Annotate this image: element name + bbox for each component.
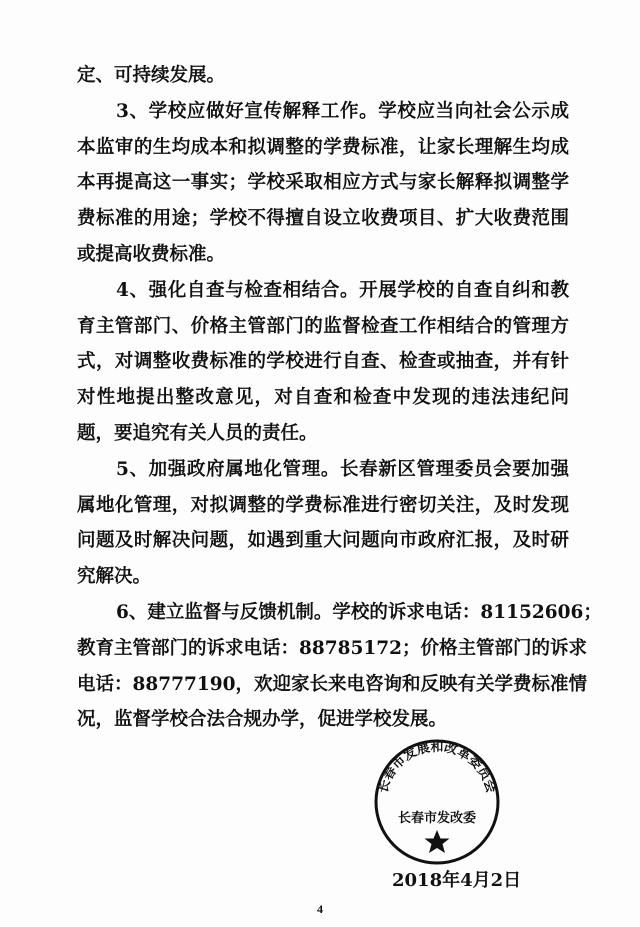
svg-text:长春市发展和改革委员会 bbox=[376, 739, 499, 795]
page-number: 4 bbox=[317, 902, 323, 916]
text-line: 教育主管部门的诉求电话：88785172；价格主管部门的诉求 bbox=[77, 637, 587, 659]
text-line: 对性地提出整改意见，对自查和检查中发现的违法违纪问 bbox=[77, 387, 569, 409]
text-line: 费标准的用途；学校不得擅自设立收费项目、扩大收费范围 bbox=[77, 208, 569, 230]
text-line: 究解决。 bbox=[77, 566, 152, 588]
text-line: 式，对调整收费标准的学校进行自查、检查或抽查，并有针 bbox=[77, 351, 569, 373]
text-line: 本监审的生均成本和拟调整的学费标准，让家长理解生均成 bbox=[77, 136, 569, 158]
text-line: 5、加强政府属地化管理。长春新区管理委员会要加强 bbox=[116, 458, 569, 480]
text-line: 6、建立监督与反馈机制。学校的诉求电话：81152606； bbox=[116, 602, 602, 623]
text-line: 电话：88777190，欢迎家长来电咨询和反映有关学费标准情 bbox=[77, 673, 587, 695]
document-date: 2018年4月2日 bbox=[392, 870, 522, 891]
seal-outer-text: 长春市发展和改革委员会 bbox=[375, 740, 499, 795]
text-line: 本再提高这一事实；学校采取相应方式与家长解释拟调整学 bbox=[77, 172, 569, 194]
seal-inner-text: 长春市发改委 bbox=[397, 811, 477, 826]
text-line: 育主管部门、价格主管部门的监督检查工作相结合的管理方 bbox=[77, 315, 569, 337]
text-line: 4、强化自查与检查相结合。开展学校的自查自纠和教 bbox=[116, 279, 569, 301]
text-line: 或提高收费标准。 bbox=[77, 244, 226, 265]
text-line: 题，要追究有关人员的责任。 bbox=[77, 423, 318, 444]
text-line: 定、可持续发展。 bbox=[77, 65, 226, 86]
text-line: 况，监督学校合法合规办学，促进学校发展。 bbox=[77, 709, 448, 731]
seal-star-icon bbox=[425, 830, 450, 853]
text-line: 问题及时解决问题，如遇到重大问题向市政府汇报，及时研 bbox=[77, 530, 569, 552]
text-line: 属地化管理，对拟调整的学费标准进行密切关注，及时发现 bbox=[77, 494, 569, 516]
official-seal-icon bbox=[368, 738, 506, 866]
text-line: 3、学校应做好宣传解释工作。学校应当向社会公示成 bbox=[116, 100, 569, 122]
